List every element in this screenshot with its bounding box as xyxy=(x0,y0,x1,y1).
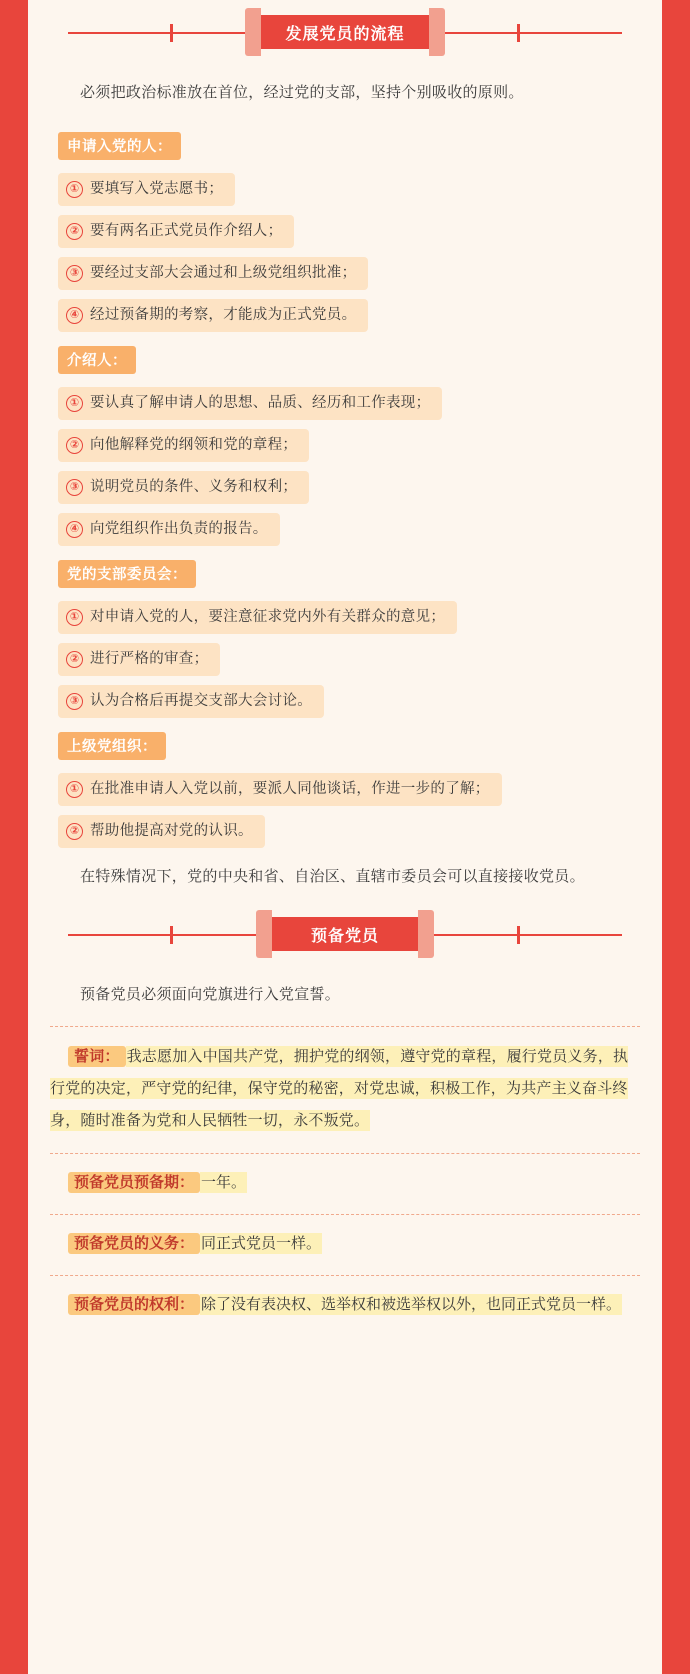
item-number: ① xyxy=(66,181,83,198)
oath-block xyxy=(50,1041,640,1137)
item-number: ③ xyxy=(66,265,83,282)
item-text: 要有两名正式党员作介绍人； xyxy=(90,223,283,239)
poster-content xyxy=(28,0,662,1674)
item-text: 帮助他提高对党的认识。 xyxy=(90,823,253,839)
probation-duties xyxy=(50,1229,640,1259)
item-number: ② xyxy=(66,437,83,454)
group-applicant xyxy=(50,118,640,332)
item-text: 进行严格的审查； xyxy=(90,651,209,667)
list-item xyxy=(58,471,309,504)
item-number: ② xyxy=(66,651,83,668)
item-text: 认为合格后再提交支部大会讨论。 xyxy=(90,693,312,709)
banner-tick-left xyxy=(170,926,173,944)
divider xyxy=(50,1153,640,1154)
divider xyxy=(50,1214,640,1215)
group-heading: 党的支部委员会： xyxy=(58,560,196,588)
item-text: 向党组织作出负责的报告。 xyxy=(90,521,268,537)
section-intro: 预备党员必须面向党旗进行入党宣誓。 xyxy=(80,986,341,1003)
banner-tick-left xyxy=(170,24,173,42)
group-heading: 介绍人： xyxy=(58,346,136,374)
kv-label: 预备党员预备期： xyxy=(68,1172,200,1193)
list-item xyxy=(58,643,220,676)
kv-value: 除了没有表决权、选举权和被选举权以外，也同正式党员一样。 xyxy=(201,1296,622,1313)
item-text: 要认真了解申请人的思想、品质、经历和工作表现； xyxy=(90,395,431,411)
item-text: 要填写入党志愿书； xyxy=(90,181,224,197)
section-outro: 在特殊情况下，党的中央和省、自治区、直辖市委员会可以直接接收党员。 xyxy=(80,868,585,885)
kv-label: 预备党员的义务： xyxy=(68,1233,200,1254)
oath-label: 誓词： xyxy=(68,1046,126,1067)
section-intro: 必须把政治标准放在首位，经过党的支部，坚持个别吸收的原则。 xyxy=(80,84,524,101)
divider xyxy=(50,1275,640,1276)
list-item xyxy=(58,685,324,718)
item-number: ③ xyxy=(66,479,83,496)
banner-tick-right xyxy=(517,926,520,944)
section-title: 预备党员 xyxy=(270,917,420,951)
item-number: ④ xyxy=(66,307,83,324)
list-item xyxy=(58,429,309,462)
section-header-probationary xyxy=(50,902,640,966)
banner-tick-right xyxy=(517,24,520,42)
list-item xyxy=(58,773,502,806)
group-heading: 上级党组织： xyxy=(58,732,166,760)
oath-text: 我志愿加入中国共产党，拥护党的纲领，遵守党的章程，履行党员义务，执行党的决定，严守党的纪律，保守党的秘密，对党忠诚，积极工作，为共产主义奋斗终身，随时准备为党和人民牺牲一切，永不叛党。 xyxy=(50,1048,629,1129)
item-number: ③ xyxy=(66,693,83,710)
item-text: 对申请入党的人，要注意征求党内外有关群众的意见； xyxy=(90,609,446,625)
item-text: 说明党员的条件、义务和权利； xyxy=(90,479,298,495)
bottom-spacer xyxy=(50,1320,640,1350)
group-heading: 申请入党的人： xyxy=(58,132,181,160)
group-introducer xyxy=(50,332,640,546)
group-higher-organization xyxy=(50,718,640,848)
group-branch-committee xyxy=(50,546,640,718)
list-item xyxy=(58,387,442,420)
divider xyxy=(50,1026,640,1027)
list-item xyxy=(58,513,280,546)
probation-rights xyxy=(50,1290,640,1320)
section-header-flow xyxy=(50,0,640,64)
list-item xyxy=(58,173,235,206)
item-text: 在批准申请人入党以前，要派人同他谈话，作进一步的了解； xyxy=(90,781,490,797)
list-item xyxy=(58,601,457,634)
item-number: ④ xyxy=(66,521,83,538)
kv-value: 一年。 xyxy=(201,1174,247,1191)
list-item xyxy=(58,815,265,848)
list-item xyxy=(58,299,368,332)
probation-period xyxy=(50,1168,640,1198)
list-item xyxy=(58,215,294,248)
item-number: ② xyxy=(66,223,83,240)
item-number: ① xyxy=(66,781,83,798)
section-title: 发展党员的流程 xyxy=(259,15,430,49)
kv-value: 同正式党员一样。 xyxy=(201,1235,322,1252)
item-text: 经过预备期的考察，才能成为正式党员。 xyxy=(90,307,357,323)
item-number: ① xyxy=(66,609,83,626)
kv-label: 预备党员的权利： xyxy=(68,1294,200,1315)
list-item xyxy=(58,257,368,290)
item-text: 向他解释党的纲领和党的章程； xyxy=(90,437,298,453)
item-number: ① xyxy=(66,395,83,412)
item-text: 要经过支部大会通过和上级党组织批准； xyxy=(90,265,357,281)
item-number: ② xyxy=(66,823,83,840)
